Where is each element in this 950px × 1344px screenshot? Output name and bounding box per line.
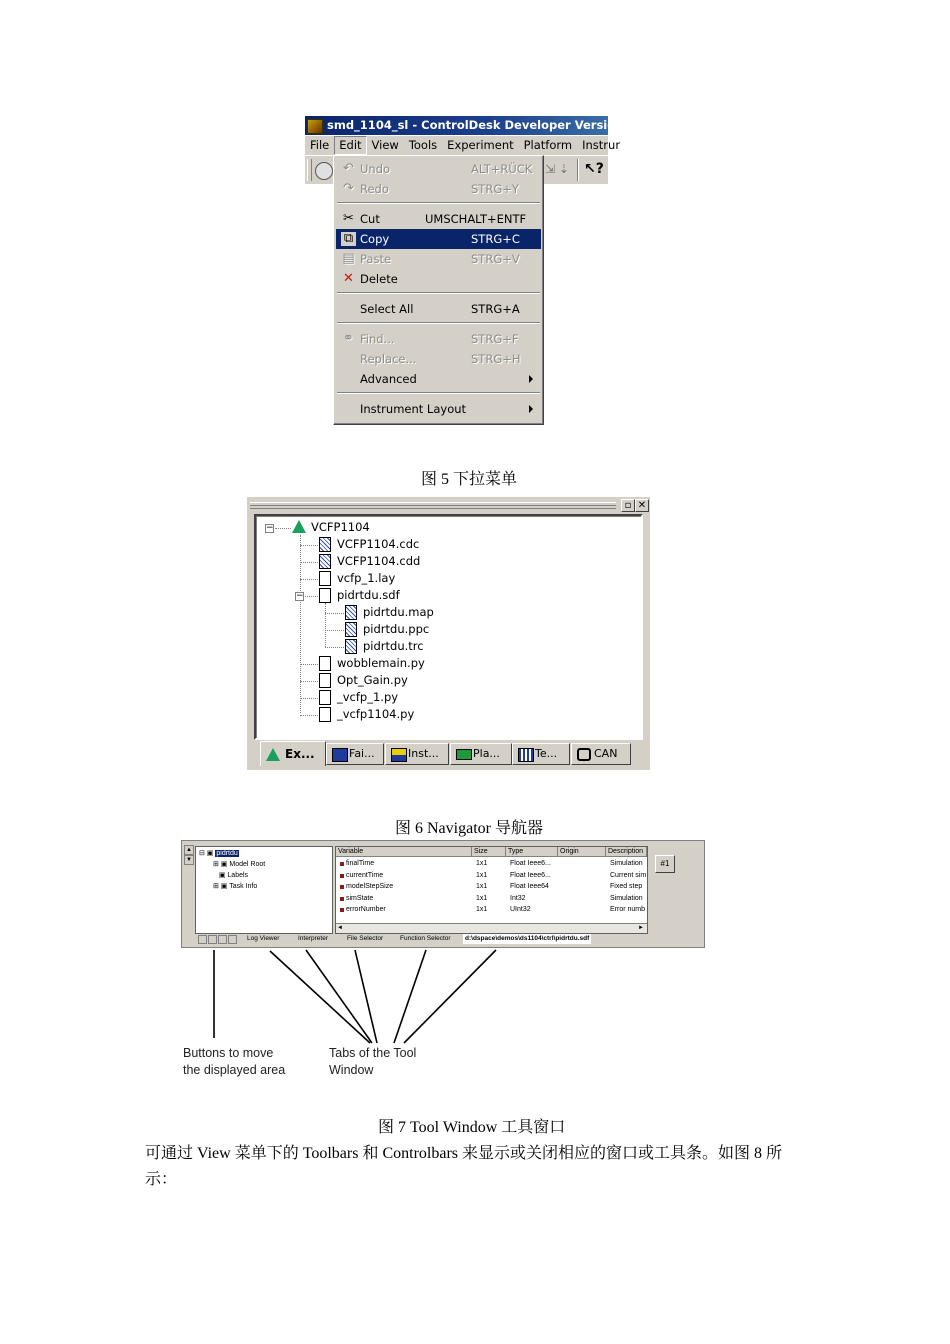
node-label: pidrtdu <box>216 850 238 857</box>
restore-icon[interactable]: ▫ <box>621 499 635 512</box>
node-label: vcfp_1.lay <box>337 571 396 585</box>
menu-item-undo[interactable] <box>336 159 541 179</box>
table-cell[interactable]: Float Ieee6... <box>510 860 551 867</box>
menu-item-paste[interactable] <box>336 249 541 269</box>
tree-line <box>300 579 318 580</box>
up-arrow-icon[interactable]: ▲ <box>184 845 194 855</box>
copy-icon: ⧉ <box>341 232 356 246</box>
menu-item-find[interactable] <box>336 329 541 349</box>
menu-item-cut[interactable] <box>336 209 541 229</box>
collapse-icon[interactable]: − <box>296 591 304 601</box>
tree-line <box>305 596 318 597</box>
tree-line <box>300 664 318 665</box>
figure-7-caption: 图 7 Tool Window 工具窗口 <box>378 1119 566 1136</box>
annotation-line <box>355 950 377 1043</box>
tab-label: CAN <box>594 747 618 760</box>
down-arrow-icon[interactable]: ▼ <box>184 855 194 865</box>
window-title: smd_1104_sl - ControlDesk Developer Version <box>327 118 624 132</box>
horizontal-scrollbar[interactable] <box>336 923 647 933</box>
help-pointer-icon[interactable]: ↖? <box>584 161 604 177</box>
annotation-buttons <box>183 1045 285 1079</box>
chip-icon <box>577 748 591 761</box>
file-icon <box>319 537 331 552</box>
tree-line <box>300 562 318 563</box>
red-x-icon: ✕ <box>343 271 354 286</box>
submenu-arrow-icon <box>529 375 533 383</box>
menu-item-delete[interactable] <box>336 269 541 289</box>
column-header[interactable]: Description <box>606 847 647 857</box>
annotation-line <box>404 950 496 1043</box>
node-label: VCFP1104.cdc <box>337 537 420 551</box>
replace-shortcut: STRG+H <box>471 352 521 366</box>
annotation-line <box>394 950 426 1043</box>
header-grip[interactable] <box>250 502 616 509</box>
table-cell[interactable]: Int32 <box>510 894 526 902</box>
table-icon <box>518 748 534 762</box>
menu-item-select-all[interactable] <box>336 299 541 319</box>
menu-instrumentation[interactable]: Instrur <box>582 138 621 152</box>
annotation-line-2: Window <box>329 1063 374 1077</box>
collapse-icon[interactable]: − <box>266 523 274 533</box>
node-label: _vcfp1104.py <box>337 707 415 721</box>
tab-instrument[interactable] <box>385 743 449 765</box>
node-label: VCFP1104.cdd <box>337 554 421 568</box>
file-icon <box>345 605 357 620</box>
root-label: VCFP1104 <box>311 520 370 534</box>
undo-shortcut: ALT+RÜCK <box>471 162 533 176</box>
tree-line <box>300 681 318 682</box>
table-cell[interactable]: currentTime <box>346 871 384 879</box>
menu-view[interactable]: View <box>371 138 399 152</box>
table-cell[interactable]: Fixed step <box>610 883 643 890</box>
table-cell[interactable]: Simulation <box>610 894 643 902</box>
menu-separator <box>337 392 540 394</box>
menu-item-redo[interactable] <box>336 179 541 199</box>
table-cell[interactable]: 1x1 <box>476 871 488 879</box>
table-cell[interactable]: Current sim <box>610 871 647 879</box>
menu-separator <box>337 292 540 294</box>
file-icon <box>319 588 331 603</box>
tab-test[interactable] <box>512 743 570 765</box>
toolbar-grip[interactable] <box>307 159 312 181</box>
menu-platform[interactable]: Platform <box>523 138 573 152</box>
undo-icon: ↶ <box>343 161 354 176</box>
annotation-line-2: the displayed area <box>183 1063 286 1077</box>
table-cell[interactable]: 1x1 <box>476 906 488 913</box>
advanced-label: Advanced <box>360 372 417 386</box>
table-cell[interactable]: Error numb <box>610 906 646 913</box>
redo-icon: ↷ <box>343 181 354 196</box>
tab-sdf-file[interactable]: d:\dspace\demos\ds1104\ctrl\pidrtdu.sdf <box>465 935 590 942</box>
simulink-icon <box>332 748 348 762</box>
body-paragraph-line-2: 示： <box>145 1171 178 1188</box>
toolbar-separator <box>577 159 579 181</box>
cut-label: Cut <box>360 212 380 226</box>
arrow-icon[interactable]: ⇲ ⇣ <box>545 162 569 176</box>
menu-file[interactable]: File <box>310 138 330 152</box>
find-label: Find... <box>360 332 395 346</box>
select-all-label: Select All <box>360 302 414 316</box>
figure-6-caption: 图 6 Navigator 导航器 <box>395 820 543 837</box>
submenu-arrow-icon <box>529 405 533 413</box>
navigator-tree <box>254 514 643 740</box>
file-icon <box>319 571 331 586</box>
tab-can[interactable] <box>571 743 631 765</box>
file-icon <box>319 554 331 569</box>
board-icon <box>456 749 472 760</box>
annotation-line-1: Tabs of the Tool <box>329 1046 417 1060</box>
tab-label: Te... <box>535 747 558 760</box>
tree-node[interactable]: ⊞ ▣ Task Info <box>213 883 258 890</box>
paste-label: Paste <box>360 252 392 266</box>
navigator-header <box>247 497 650 513</box>
tree-line <box>325 603 326 647</box>
menu-separator <box>337 202 540 204</box>
body-paragraph-line-1: 可通过 View 菜单下的 Toolbars 和 Controlbars 来显示或关闭相应的窗口或工具条。如图 8 所 <box>145 1145 783 1162</box>
file-icon <box>319 707 331 722</box>
prev-tab-button[interactable] <box>208 935 217 944</box>
figure-5-caption: 图 5 下拉菜单 <box>421 471 518 488</box>
table-cell[interactable]: simState <box>346 894 374 902</box>
variable-tree <box>195 846 333 934</box>
menu-item-advanced[interactable] <box>336 369 541 389</box>
palette-icon[interactable] <box>315 162 333 180</box>
tab-interpreter[interactable]: Interpreter <box>298 935 328 942</box>
tab-label: Ex... <box>285 747 315 761</box>
node-label: Labels <box>227 872 249 879</box>
copy-shortcut: STRG+C <box>471 232 520 246</box>
table-cell[interactable]: finalTime <box>346 860 375 867</box>
paste-icon: ▤ <box>342 251 355 266</box>
edit-menu-screenshot <box>305 116 624 424</box>
menu-tools[interactable]: Tools <box>408 138 438 152</box>
replace-label: Replace... <box>360 352 417 366</box>
menu-separator <box>337 322 540 324</box>
scissors-icon: ✂ <box>343 211 354 226</box>
variable-icon <box>340 908 344 912</box>
paste-shortcut: STRG+V <box>471 252 520 266</box>
table-cell[interactable]: Float Ieee64 <box>510 883 549 890</box>
column-header[interactable]: Variable <box>336 847 472 857</box>
tab-label: Fai... <box>349 747 375 760</box>
annotation-line <box>270 951 370 1043</box>
tab-experiment[interactable] <box>260 741 326 766</box>
next-tab-button[interactable] <box>218 935 227 944</box>
last-tab-button[interactable] <box>228 935 237 944</box>
table-cell[interactable]: modelStepSize <box>346 883 394 890</box>
variable-icon <box>340 874 344 878</box>
tree-node[interactable]: ▣ Labels <box>213 872 249 879</box>
annotation-line <box>306 950 372 1043</box>
tab-file-selector[interactable]: File Selector <box>347 935 384 942</box>
file-icon <box>345 622 357 637</box>
app-icon <box>307 119 323 134</box>
node-label: wobblemain.py <box>337 656 425 670</box>
close-icon[interactable]: ✕ <box>635 499 649 512</box>
table-cell[interactable]: UInt32 <box>510 906 531 913</box>
file-icon <box>319 656 331 671</box>
tab-function-selector[interactable]: Function Selector <box>400 935 451 942</box>
file-icon <box>345 639 357 654</box>
tree-node[interactable]: ⊞ ▣ Model Root <box>213 861 266 868</box>
node-label: Task Info <box>229 883 258 890</box>
redo-label: Redo <box>360 182 389 196</box>
node-label: Opt_Gain.py <box>337 673 408 687</box>
edit-dropdown <box>333 155 544 425</box>
table-cell[interactable]: 1x1 <box>476 894 488 902</box>
window-title-bar <box>305 116 624 135</box>
variable-table <box>335 846 648 934</box>
node-label: pidrtdu.sdf <box>337 588 400 602</box>
node-label: _vcfp_1.py <box>337 690 399 704</box>
undo-label: Undo <box>360 162 391 176</box>
find-shortcut: STRG+F <box>471 332 519 346</box>
column-header[interactable]: Size <box>472 847 506 857</box>
select-all-shortcut: STRG+A <box>471 302 520 316</box>
menu-item-instrument-layout[interactable] <box>336 399 541 419</box>
variable-icon <box>340 862 344 866</box>
file-icon <box>319 690 331 705</box>
tree-line <box>300 698 318 699</box>
tree-line <box>275 528 291 529</box>
table-cell[interactable]: 1x1 <box>476 883 488 890</box>
table-cell[interactable]: Simulation <box>610 860 643 867</box>
menu-item-copy[interactable] <box>336 229 541 249</box>
side-button[interactable]: #1 <box>655 855 675 873</box>
tree-line <box>325 613 344 614</box>
scroll-left-icon[interactable]: ◄ <box>337 925 343 931</box>
tool-window-tabs <box>195 934 695 944</box>
tree-line <box>300 545 318 546</box>
column-header[interactable]: Origin <box>558 847 606 857</box>
annotation-line-1: Buttons to move <box>183 1046 274 1060</box>
menu-bar <box>305 136 621 155</box>
node-label: Model Root <box>229 861 266 868</box>
table-cell[interactable]: Float Ieee6... <box>510 871 551 879</box>
redo-shortcut: STRG+Y <box>471 182 519 196</box>
scroll-right-icon[interactable]: ► <box>638 925 644 931</box>
variable-icon <box>340 897 344 901</box>
tree-line <box>325 630 344 631</box>
copy-label: Copy <box>360 232 390 246</box>
experiment-flask-icon <box>266 748 280 761</box>
node-label: pidrtdu.ppc <box>363 622 430 636</box>
navigator-tabs <box>254 741 644 767</box>
menu-experiment[interactable]: Experiment <box>447 138 514 152</box>
instrument-layout-label: Instrument Layout <box>360 402 467 416</box>
node-label: pidrtdu.map <box>363 605 434 619</box>
tab-platform[interactable] <box>450 743 512 765</box>
binoculars-icon: ⚭ <box>343 331 354 346</box>
instrument-icon <box>391 748 407 762</box>
variable-icon <box>340 885 344 889</box>
navigator-screenshot <box>247 497 650 770</box>
file-icon <box>319 673 331 688</box>
table-cell[interactable]: 1x1 <box>476 860 488 867</box>
table-cell[interactable]: errorNumber <box>346 906 386 913</box>
delete-label: Delete <box>360 272 398 286</box>
tab-failure[interactable] <box>326 743 384 765</box>
menu-item-replace[interactable] <box>336 349 541 369</box>
menu-edit[interactable]: Edit <box>334 136 366 155</box>
tool-window-grip[interactable] <box>184 845 192 933</box>
tab-log-viewer[interactable]: Log Viewer <box>247 935 280 942</box>
tab-label: Inst... <box>408 747 439 760</box>
cut-shortcut: UMSCHALT+ENTF <box>425 212 527 226</box>
experiment-flask-icon <box>292 520 306 533</box>
tool-window-screenshot <box>181 840 705 948</box>
first-tab-button[interactable] <box>198 935 207 944</box>
tab-label: Pla... <box>473 747 500 760</box>
column-header[interactable]: Type <box>506 847 558 857</box>
tree-node[interactable]: ⊟ ▣ pidrtdu <box>199 850 238 857</box>
node-label: pidrtdu.trc <box>363 639 424 653</box>
tree-line <box>325 647 344 648</box>
annotation-tabs <box>329 1045 416 1079</box>
tree-line <box>300 715 318 716</box>
